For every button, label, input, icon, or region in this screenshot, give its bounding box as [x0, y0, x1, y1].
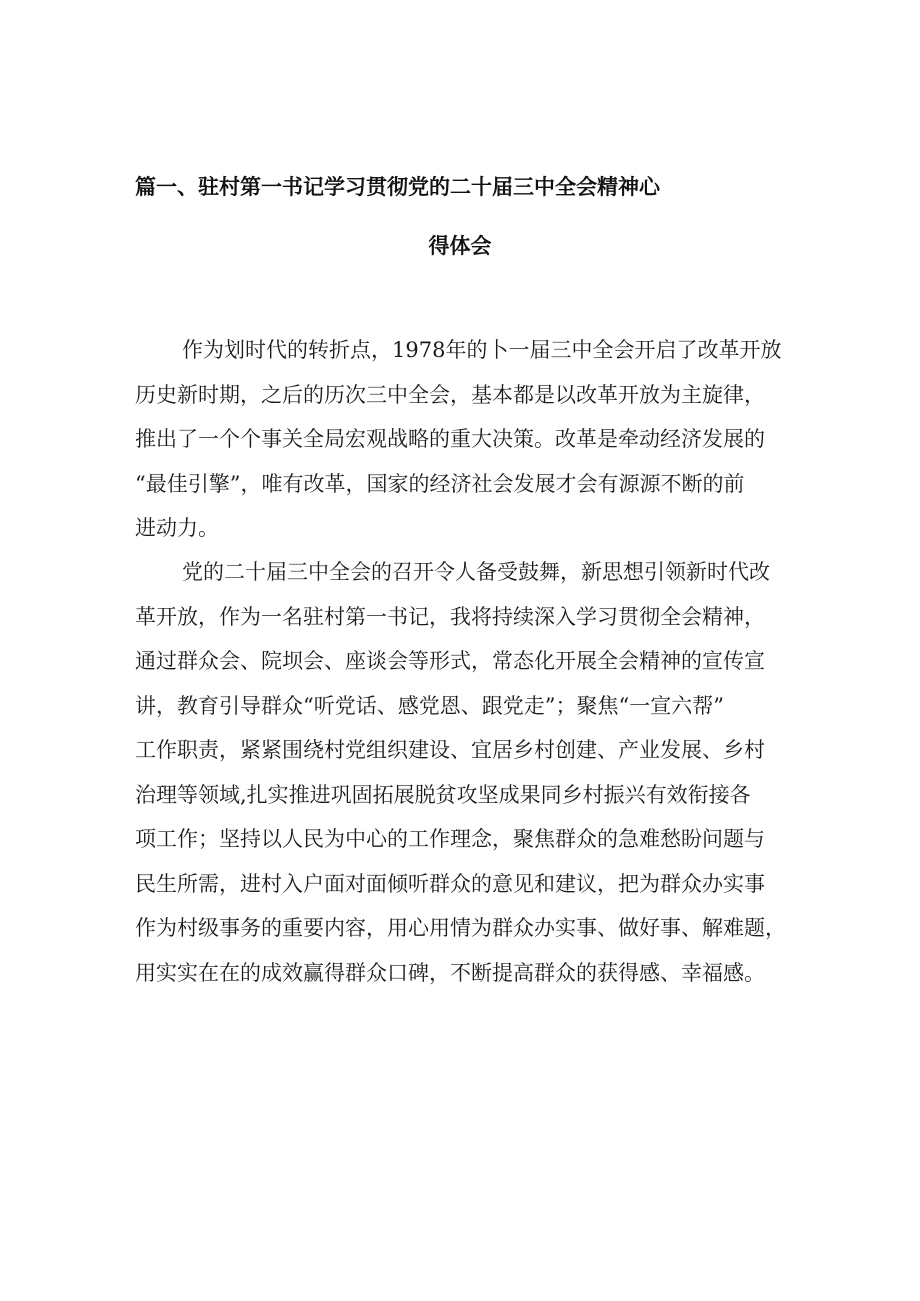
paragraph-line: 作为村级事务的重要内容，用心用情为群众办实事、做好事、解难题， — [135, 916, 786, 940]
paragraph-line: 历史新时期，之后的历次三中全会，基本都是以改革开放为主旋律， — [135, 382, 765, 407]
paragraph-line: 讲，教育引导群众“听党话、感党恩、跟党走”；聚焦“一宣六帮” — [135, 693, 724, 718]
document-title-line-2: 得体会 — [428, 234, 492, 258]
paragraph-line: 党的二十届三中全会的召开令人备受鼓舞，新思想引领新时代改 — [182, 560, 770, 584]
paragraph-line: 工作职责，紧紧围绕村党组织建设、宜居乡村创建、产业发展、乡村 — [135, 738, 765, 762]
paragraph-line: “最佳引擎”，唯有改革，国家的经济社会发展才会有源源不断的前 — [135, 471, 745, 496]
paragraph-1 — [135, 328, 785, 551]
paragraph-line: 治理等领域,扎实推进巩固拓展脱贫攻坚成果同乡村振兴有效衔接各 — [135, 782, 751, 807]
paragraph-line: 推出了一个个事关全局宏观战略的重大决策。改革是牵动经济发展的 — [135, 427, 765, 451]
paragraph-line: 作为划时代的转折点，1978年的卜一届三中全会开启了改革开放 — [182, 338, 782, 362]
paragraph-line: 通过群众会、院坝会、座谈会等形式，常态化开展全会精神的宣传宣 — [135, 649, 765, 673]
paragraph-2 — [135, 550, 785, 995]
paragraph-line: 用实实在在的成效赢得群众口碑，不断提高群众的获得感、幸福感。 — [135, 960, 765, 985]
paragraph-line: 民生所需，进村入户面对面倾听群众的意见和建议，把为群众办实事 — [135, 871, 765, 896]
paragraph-line: 进动力。 — [135, 516, 219, 540]
paragraph-line: 项工作；坚持以人民为中心的工作理念，聚焦群众的急难愁盼问题与 — [135, 827, 765, 851]
paragraph-line: 革开放，作为一名驻村第一书记，我将持续深入学习贯彻全会精神， — [135, 604, 765, 629]
document-title-line-1: 篇一、驻村第一书记学习贯彻党的二十届三中全会精神心 — [135, 175, 660, 199]
